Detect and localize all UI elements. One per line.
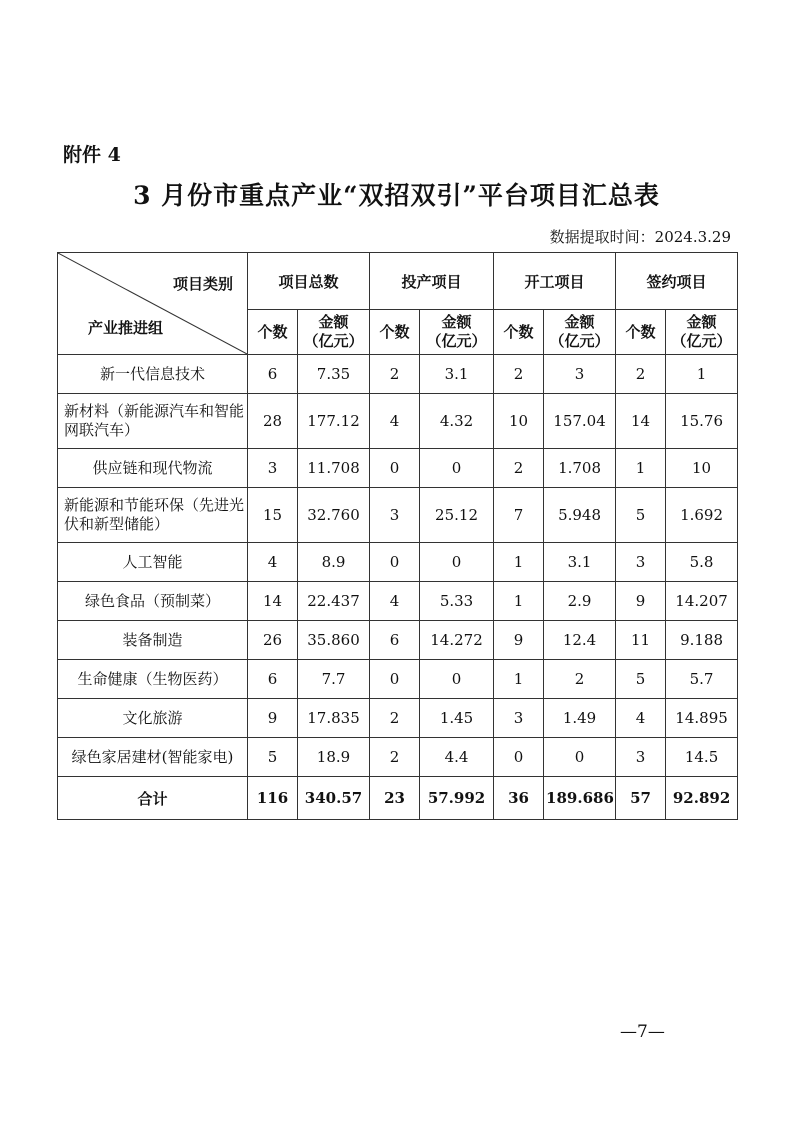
cell-signed-count: 9 bbox=[616, 582, 666, 621]
cell-started-amount: 3 bbox=[544, 355, 616, 394]
cell-total-count: 6 bbox=[248, 660, 298, 699]
cell-started-count: 1 bbox=[494, 660, 544, 699]
total-started-amount: 189.686 bbox=[544, 777, 616, 820]
cell-signed-amount: 5.7 bbox=[666, 660, 738, 699]
amount-header-label: 金额 bbox=[686, 313, 717, 331]
cell-total-count: 3 bbox=[248, 449, 298, 488]
cell-signed-amount: 14.895 bbox=[666, 699, 738, 738]
table-row bbox=[58, 355, 738, 394]
cell-production-amount: 5.33 bbox=[420, 582, 494, 621]
cell-started-count: 1 bbox=[494, 543, 544, 582]
cell-signed-count: 5 bbox=[616, 660, 666, 699]
cell-total-count: 9 bbox=[248, 699, 298, 738]
total-started-count: 36 bbox=[494, 777, 544, 820]
cell-production-count: 0 bbox=[370, 543, 420, 582]
row-name: 绿色家居建材(智能家电) bbox=[58, 738, 248, 777]
cell-started-amount: 157.04 bbox=[544, 394, 616, 449]
amount-header bbox=[420, 310, 494, 355]
cell-production-count: 2 bbox=[370, 738, 420, 777]
cell-production-count: 3 bbox=[370, 488, 420, 543]
category-header: 项目类别 bbox=[172, 275, 233, 293]
cell-production-amount: 14.272 bbox=[420, 621, 494, 660]
total-signed-amount: 92.892 bbox=[666, 777, 738, 820]
cell-signed-amount: 5.8 bbox=[666, 543, 738, 582]
amount-header-label: 金额 bbox=[441, 313, 472, 331]
cell-signed-count: 5 bbox=[616, 488, 666, 543]
cell-started-amount: 1.49 bbox=[544, 699, 616, 738]
cell-total-count: 4 bbox=[248, 543, 298, 582]
cell-signed-amount: 14.5 bbox=[666, 738, 738, 777]
cell-started-count: 10 bbox=[494, 394, 544, 449]
amount-header-unit: （亿元） bbox=[303, 332, 364, 350]
table-row bbox=[58, 660, 738, 699]
amount-header bbox=[544, 310, 616, 355]
cell-total-amount: 177.12 bbox=[298, 394, 370, 449]
amount-header-unit: （亿元） bbox=[549, 332, 610, 350]
cell-total-count: 6 bbox=[248, 355, 298, 394]
group-header-started: 开工项目 bbox=[494, 253, 616, 310]
cell-signed-count: 1 bbox=[616, 449, 666, 488]
cell-started-count: 3 bbox=[494, 699, 544, 738]
total-count: 116 bbox=[248, 777, 298, 820]
amount-header-label: 金额 bbox=[564, 313, 595, 331]
cell-started-count: 2 bbox=[494, 355, 544, 394]
row-name: 文化旅游 bbox=[58, 699, 248, 738]
cell-production-count: 4 bbox=[370, 582, 420, 621]
amount-header bbox=[666, 310, 738, 355]
cell-total-amount: 7.7 bbox=[298, 660, 370, 699]
row-name: 供应链和现代物流 bbox=[58, 449, 248, 488]
count-header: 个数 bbox=[370, 310, 420, 355]
cell-started-amount: 2.9 bbox=[544, 582, 616, 621]
cell-production-amount: 0 bbox=[420, 449, 494, 488]
cell-production-amount: 25.12 bbox=[420, 488, 494, 543]
cell-total-amount: 17.835 bbox=[298, 699, 370, 738]
cell-signed-count: 2 bbox=[616, 355, 666, 394]
table-row bbox=[58, 394, 738, 449]
cell-total-amount: 7.35 bbox=[298, 355, 370, 394]
page-number: —7— bbox=[620, 1022, 665, 1042]
cell-signed-amount: 9.188 bbox=[666, 621, 738, 660]
table-row bbox=[58, 543, 738, 582]
row-name: 新材料（新能源汽车和智能网联汽车） bbox=[58, 394, 248, 449]
group-header-total: 项目总数 bbox=[248, 253, 370, 310]
cell-production-amount: 0 bbox=[420, 660, 494, 699]
cell-total-count: 28 bbox=[248, 394, 298, 449]
cell-started-count: 2 bbox=[494, 449, 544, 488]
total-production-count: 23 bbox=[370, 777, 420, 820]
cell-started-count: 7 bbox=[494, 488, 544, 543]
cell-signed-amount: 1 bbox=[666, 355, 738, 394]
cell-production-count: 2 bbox=[370, 699, 420, 738]
total-signed-count: 57 bbox=[616, 777, 666, 820]
cell-production-amount: 0 bbox=[420, 543, 494, 582]
cell-signed-amount: 1.692 bbox=[666, 488, 738, 543]
extract-time: 数据提取时间：2024.3.29 bbox=[549, 228, 731, 246]
cell-total-amount: 18.9 bbox=[298, 738, 370, 777]
cell-total-count: 26 bbox=[248, 621, 298, 660]
row-name: 新能源和节能环保（先进光伏和新型储能） bbox=[58, 488, 248, 543]
cell-signed-count: 11 bbox=[616, 621, 666, 660]
row-name: 人工智能 bbox=[58, 543, 248, 582]
annex-label: 附件 4 bbox=[63, 144, 121, 166]
diagonal-line bbox=[58, 253, 247, 354]
cell-started-count: 1 bbox=[494, 582, 544, 621]
table-row bbox=[58, 449, 738, 488]
cell-total-count: 14 bbox=[248, 582, 298, 621]
amount-header-unit: （亿元） bbox=[426, 332, 487, 350]
count-header: 个数 bbox=[616, 310, 666, 355]
row-name: 绿色食品（预制菜） bbox=[58, 582, 248, 621]
cell-started-count: 9 bbox=[494, 621, 544, 660]
cell-total-count: 15 bbox=[248, 488, 298, 543]
cell-production-amount: 3.1 bbox=[420, 355, 494, 394]
group-header-signed: 签约项目 bbox=[616, 253, 738, 310]
table-row bbox=[58, 488, 738, 543]
cell-started-count: 0 bbox=[494, 738, 544, 777]
table-row bbox=[58, 582, 738, 621]
cell-production-count: 4 bbox=[370, 394, 420, 449]
cell-total-amount: 32.760 bbox=[298, 488, 370, 543]
cell-signed-amount: 10 bbox=[666, 449, 738, 488]
total-label: 合计 bbox=[58, 777, 248, 820]
cell-total-count: 5 bbox=[248, 738, 298, 777]
count-header: 个数 bbox=[494, 310, 544, 355]
cell-started-amount: 0 bbox=[544, 738, 616, 777]
cell-signed-count: 4 bbox=[616, 699, 666, 738]
cell-production-amount: 1.45 bbox=[420, 699, 494, 738]
cell-total-amount: 11.708 bbox=[298, 449, 370, 488]
total-row bbox=[58, 777, 738, 820]
total-production-amount: 57.992 bbox=[420, 777, 494, 820]
cell-production-count: 0 bbox=[370, 449, 420, 488]
page-title: 3 月份市重点产业“双招双引”平台项目汇总表 bbox=[133, 181, 660, 210]
cell-signed-amount: 15.76 bbox=[666, 394, 738, 449]
cell-total-amount: 22.437 bbox=[298, 582, 370, 621]
row-name: 生命健康（生物医药） bbox=[58, 660, 248, 699]
cell-total-amount: 8.9 bbox=[298, 543, 370, 582]
corner-header-cell bbox=[58, 253, 248, 355]
cell-started-amount: 3.1 bbox=[544, 543, 616, 582]
cell-signed-count: 3 bbox=[616, 543, 666, 582]
industry-group-header: 产业推进组 bbox=[88, 319, 164, 337]
cell-production-count: 2 bbox=[370, 355, 420, 394]
cell-started-amount: 5.948 bbox=[544, 488, 616, 543]
cell-started-amount: 12.4 bbox=[544, 621, 616, 660]
cell-started-amount: 1.708 bbox=[544, 449, 616, 488]
cell-signed-amount: 14.207 bbox=[666, 582, 738, 621]
cell-started-amount: 2 bbox=[544, 660, 616, 699]
amount-header-unit: （亿元） bbox=[671, 332, 732, 350]
table-row bbox=[58, 738, 738, 777]
amount-header-label: 金额 bbox=[318, 313, 349, 331]
row-name: 新一代信息技术 bbox=[58, 355, 248, 394]
count-header: 个数 bbox=[248, 310, 298, 355]
summary-table bbox=[57, 252, 738, 820]
cell-production-count: 6 bbox=[370, 621, 420, 660]
cell-production-count: 0 bbox=[370, 660, 420, 699]
total-amount: 340.57 bbox=[298, 777, 370, 820]
table-row bbox=[58, 621, 738, 660]
table-row bbox=[58, 699, 738, 738]
cell-production-amount: 4.32 bbox=[420, 394, 494, 449]
cell-production-amount: 4.4 bbox=[420, 738, 494, 777]
row-name: 装备制造 bbox=[58, 621, 248, 660]
amount-header bbox=[298, 310, 370, 355]
cell-signed-count: 14 bbox=[616, 394, 666, 449]
cell-signed-count: 3 bbox=[616, 738, 666, 777]
group-header-production: 投产项目 bbox=[370, 253, 494, 310]
cell-total-amount: 35.860 bbox=[298, 621, 370, 660]
